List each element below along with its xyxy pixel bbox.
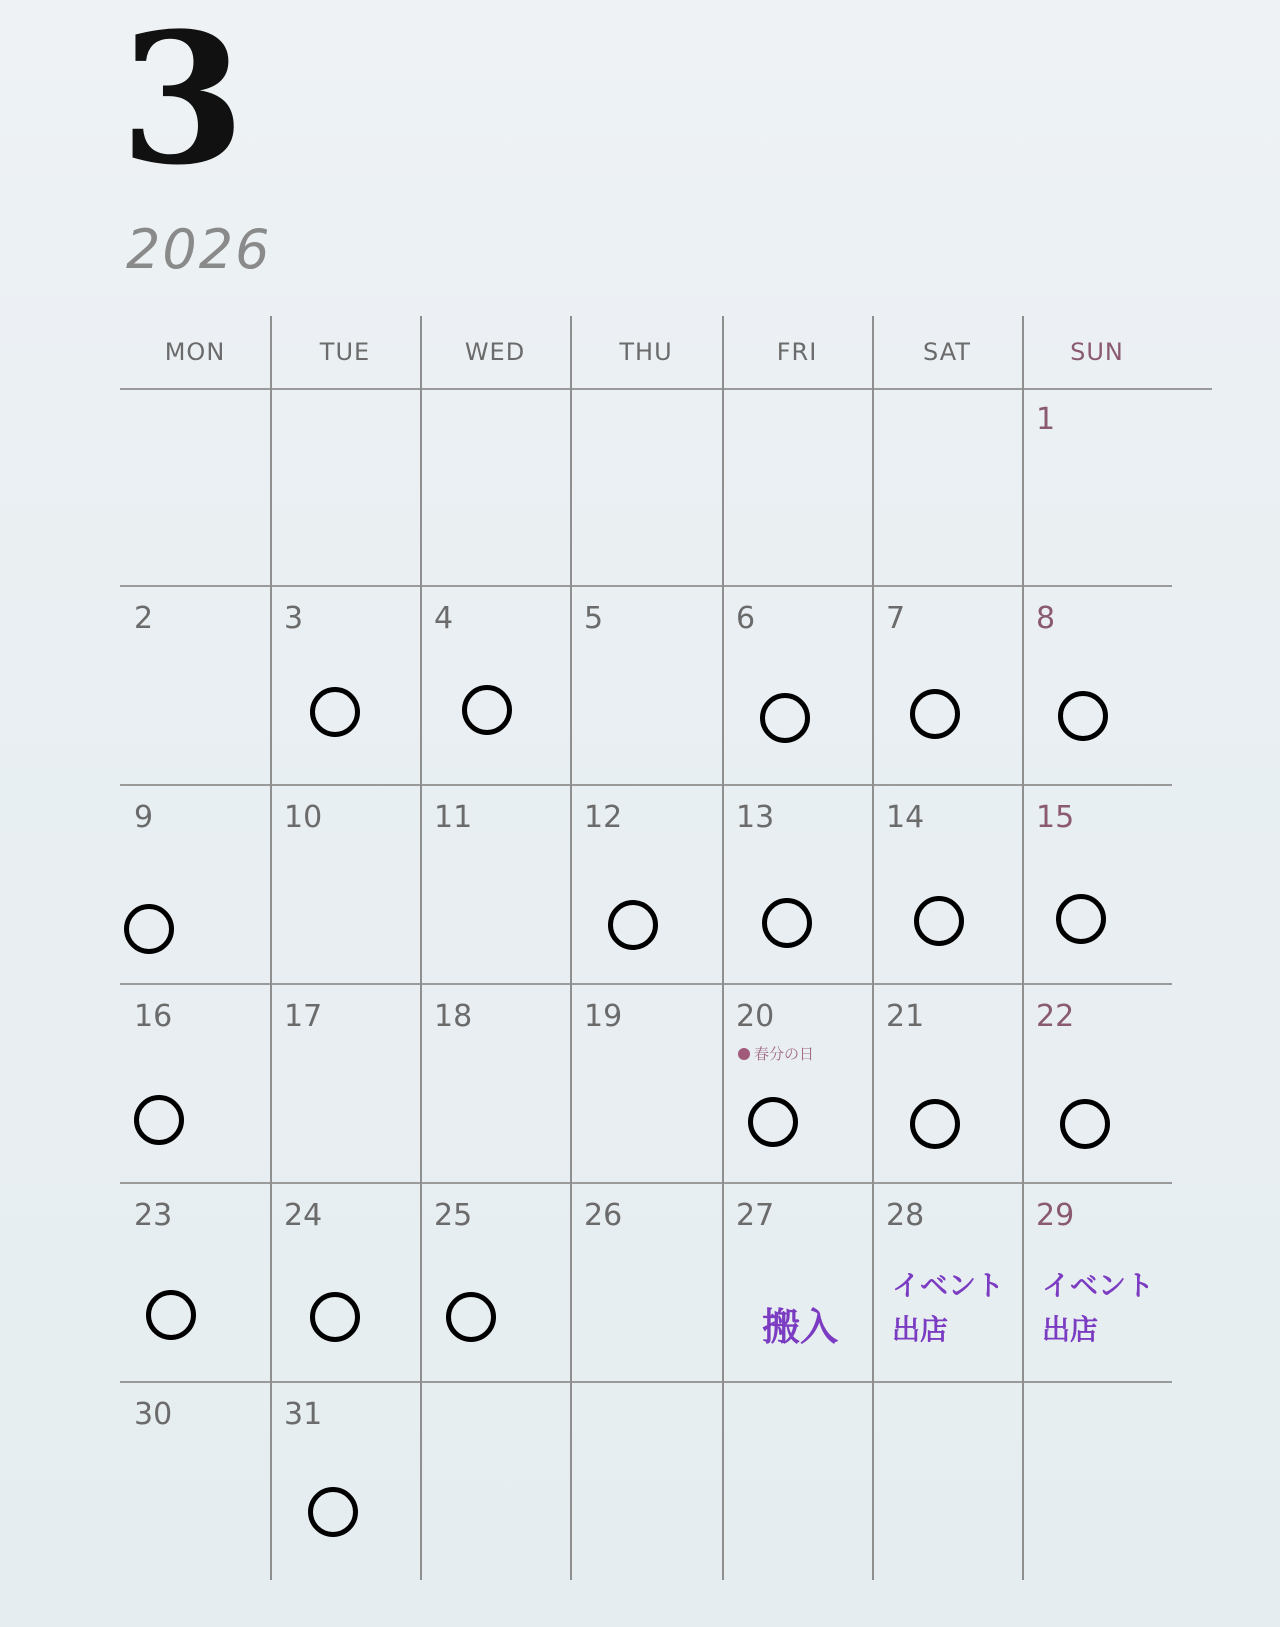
day-number: 23 (134, 1198, 173, 1233)
holiday-label (738, 1043, 814, 1064)
day-cell (270, 388, 420, 587)
available-circle-mark (760, 693, 810, 743)
available-circle-mark (1058, 691, 1108, 741)
day-number: 11 (434, 800, 473, 835)
holiday-dot-icon (738, 1048, 750, 1060)
day-number: 21 (886, 999, 925, 1034)
day-number: 26 (584, 1198, 623, 1233)
weekday-thu: THU (619, 338, 673, 366)
available-circle-mark (134, 1095, 184, 1145)
weekday-mon: MON (164, 338, 226, 366)
day-number: 8 (1036, 601, 1056, 636)
day-number: 29 (1036, 1198, 1075, 1233)
day-number: 30 (134, 1397, 173, 1432)
day-cell (722, 1383, 872, 1582)
day-cell[interactable] (420, 1184, 570, 1383)
day-number: 16 (134, 999, 173, 1034)
day-cell[interactable] (722, 1184, 872, 1383)
available-circle-mark (914, 896, 964, 946)
day-cell[interactable] (570, 1184, 722, 1383)
day-number: 2 (134, 601, 154, 636)
day-cell[interactable] (570, 587, 722, 786)
available-circle-mark (910, 1099, 960, 1149)
day-cell[interactable] (570, 786, 722, 985)
day-cell (722, 388, 872, 587)
column-divider (872, 316, 874, 1580)
column-divider (1022, 316, 1024, 1580)
available-circle-mark (762, 898, 812, 948)
day-number: 4 (434, 601, 454, 636)
holiday-name: 春分の日 (754, 1045, 815, 1063)
day-number: 24 (284, 1198, 323, 1233)
weekday-header (120, 316, 1212, 390)
day-cell[interactable] (872, 587, 1022, 786)
day-cell[interactable] (120, 1184, 270, 1383)
available-circle-mark (1056, 894, 1106, 944)
day-cell[interactable] (120, 1383, 270, 1582)
month-number: 3 (120, 0, 246, 205)
day-cell[interactable] (270, 786, 420, 985)
year-label: 2026 (126, 218, 272, 281)
day-cell (1022, 1383, 1172, 1582)
available-circle-mark (310, 1292, 360, 1342)
available-circle-mark (310, 687, 360, 737)
day-cell[interactable] (270, 985, 420, 1184)
day-cell[interactable] (120, 786, 270, 985)
weekday-wed: WED (464, 338, 526, 366)
day-cell (420, 388, 570, 587)
day-cell[interactable] (1022, 587, 1172, 786)
weekday-sun: SUN (1070, 338, 1124, 366)
day-number: 17 (284, 999, 323, 1034)
weekday-sat: SAT (923, 338, 971, 366)
weekday-fri: FRI (776, 338, 818, 366)
day-cell (420, 1383, 570, 1582)
day-cell[interactable] (1022, 786, 1172, 985)
day-cell[interactable] (722, 587, 872, 786)
day-cell[interactable] (270, 1383, 420, 1582)
day-number: 6 (736, 601, 756, 636)
day-number: 5 (584, 601, 604, 636)
day-cell[interactable] (570, 985, 722, 1184)
day-cell (872, 1383, 1022, 1582)
event-note: イベント 出店 (1042, 1269, 1155, 1346)
available-circle-mark (124, 904, 174, 954)
day-number: 13 (736, 800, 775, 835)
available-circle-mark (748, 1097, 798, 1147)
day-cell[interactable] (872, 786, 1022, 985)
day-number: 18 (434, 999, 473, 1034)
day-number: 20 (736, 999, 775, 1034)
day-cell[interactable] (420, 587, 570, 786)
day-cell[interactable] (872, 985, 1022, 1184)
event-note: イベント 出店 (892, 1269, 1005, 1346)
calendar-body (120, 388, 1212, 1580)
day-cell[interactable] (120, 587, 270, 786)
day-cell (120, 388, 270, 587)
event-note: 搬入 (762, 1304, 839, 1349)
available-circle-mark (1060, 1099, 1110, 1149)
column-divider (570, 316, 572, 1580)
day-cell[interactable] (872, 1184, 1022, 1383)
column-divider (722, 316, 724, 1580)
day-number: 27 (736, 1198, 775, 1233)
day-cell[interactable] (120, 985, 270, 1184)
day-number: 14 (886, 800, 925, 835)
available-circle-mark (146, 1290, 196, 1340)
day-number: 9 (134, 800, 154, 835)
day-cell[interactable] (722, 985, 872, 1184)
day-cell[interactable] (1022, 1184, 1172, 1383)
weekday-tue: TUE (319, 338, 371, 366)
day-cell[interactable] (1022, 388, 1172, 587)
day-number: 12 (584, 800, 623, 835)
day-cell (570, 388, 722, 587)
column-divider (420, 316, 422, 1580)
day-number: 22 (1036, 999, 1075, 1034)
day-number: 19 (584, 999, 623, 1034)
day-cell[interactable] (270, 1184, 420, 1383)
day-number: 7 (886, 601, 906, 636)
calendar-grid (120, 316, 1212, 1580)
column-divider (270, 316, 272, 1580)
day-number: 28 (886, 1198, 925, 1233)
day-number: 10 (284, 800, 323, 835)
available-circle-mark (462, 685, 512, 735)
day-cell[interactable] (420, 786, 570, 985)
day-number: 15 (1036, 800, 1075, 835)
day-number: 1 (1036, 402, 1056, 437)
available-circle-mark (446, 1292, 496, 1342)
day-cell[interactable] (1022, 985, 1172, 1184)
day-number: 31 (284, 1397, 323, 1432)
day-cell[interactable] (722, 786, 872, 985)
day-number: 25 (434, 1198, 473, 1233)
available-circle-mark (608, 900, 658, 950)
day-cell[interactable] (420, 985, 570, 1184)
available-circle-mark (910, 689, 960, 739)
day-cell (570, 1383, 722, 1582)
day-cell[interactable] (270, 587, 420, 786)
day-cell (872, 388, 1022, 587)
day-number: 3 (284, 601, 304, 636)
available-circle-mark (308, 1487, 358, 1537)
